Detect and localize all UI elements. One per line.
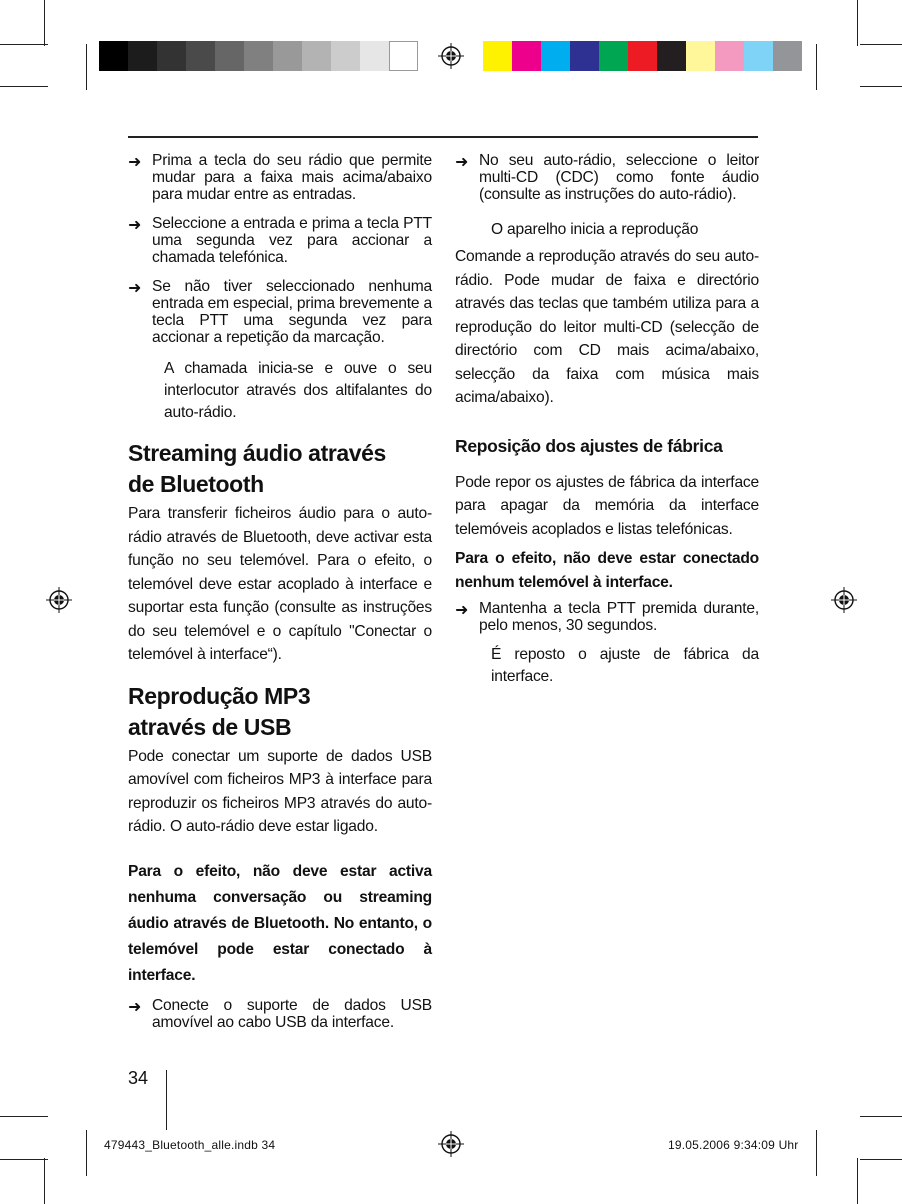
instruction-step: ➜ No seu auto-rádio, seleccione o leitor multi-CD (CDC) como fonte áudio (consulte as instruções do auto-rádio). <box>455 152 759 203</box>
color-swatch <box>570 41 599 71</box>
color-swatch <box>244 41 273 71</box>
arrow-right-icon: ➜ <box>128 998 142 1016</box>
instruction-step: ➜ Se não tiver seleccionado nenhuma entrada em especial, prima brevemente a tecla PTT uma segunda vez para accionar a repetição da marcação. <box>128 278 432 346</box>
color-swatch <box>331 41 360 71</box>
crop-mark <box>0 86 48 87</box>
crop-mark <box>816 44 817 90</box>
header-rule <box>128 136 758 138</box>
result-text: É reposto o ajuste de fábrica da interface. <box>491 646 759 685</box>
crop-mark <box>86 1130 87 1176</box>
section-heading-streaming: Streaming áudio através de Bluetooth <box>128 440 386 497</box>
color-swatch <box>157 41 186 71</box>
section-heading-mp3: Reprodução MP3 através de USB <box>128 682 311 740</box>
instruction-step: ➜ Mantenha a tecla PTT premida durante, pelo menos, 30 segundos. <box>455 600 759 634</box>
registration-mark-icon <box>438 1131 464 1157</box>
arrow-right-icon: ➜ <box>455 602 469 619</box>
color-swatch <box>186 41 215 71</box>
print-slug-date: 19.05.2006 9:34:09 Uhr <box>668 1138 799 1152</box>
result-text: A chamada inicia-se e ouve o seu interlocutor através dos altifalantes do auto-rádio. <box>164 360 432 421</box>
registration-mark-icon <box>46 587 72 613</box>
process-color-bar <box>483 41 802 71</box>
color-swatch <box>715 41 744 71</box>
crop-mark <box>44 1158 45 1204</box>
crop-mark <box>860 1116 902 1117</box>
color-swatch <box>541 41 570 71</box>
right-column <box>455 152 759 688</box>
paragraph: Comande a reprodução através do seu auto-rádio. Pode mudar de faixa e directório através das teclas que também utiliza para a reprodução do leitor multi-CD (selecção de directório com CD mais acima/abaixo, selecção da faixa com música mais acima/abaixo). <box>455 248 759 406</box>
color-swatch <box>657 41 686 71</box>
registration-mark-icon <box>438 43 464 69</box>
arrow-right-icon: ➜ <box>128 280 142 297</box>
paragraph-note: Para o efeito, não deve estar conectado nenhum telemóvel à interface. <box>455 550 759 591</box>
paragraph: Para transferir ficheiros áudio para o auto-rádio através de Bluetooth, deve activar esta função no seu telemóvel. Para o efeito, o telemóvel deve estar acoplado à interface e suportar esta função (consulte as instruções do seu telemóvel e o capítulo "Conectar o telemóvel à interface“). <box>128 505 432 663</box>
crop-mark <box>44 0 45 46</box>
crop-mark <box>816 1130 817 1176</box>
instruction-step: ➜ Prima a tecla do seu rádio que permite mudar para a faixa mais acima/abaixo para mudar entre as entradas. <box>128 152 432 203</box>
crop-mark <box>0 1159 48 1160</box>
section-heading-reset: Reposição dos ajustes de fábrica <box>455 435 723 456</box>
color-swatch <box>512 41 541 71</box>
paragraph-note: Para o efeito, não deve estar activa nenhuma conversação ou streaming áudio através de Bluetooth. No entanto, o telemóvel pode estar conectado à interface. <box>128 862 432 984</box>
color-swatch <box>99 41 128 71</box>
color-swatch <box>360 41 389 71</box>
color-swatch <box>128 41 157 71</box>
instruction-step: ➜ Seleccione a entrada e prima a tecla PTT uma segunda vez para accionar a chamada telefónica. <box>128 215 432 266</box>
crop-mark <box>86 44 87 90</box>
paragraph: Pode conectar um suporte de dados USB amovível com ficheiros MP3 à interface para reproduzir os ficheiros MP3 através do auto-rádio. O auto-rádio deve estar ligado. <box>128 747 432 835</box>
color-swatch <box>483 41 512 71</box>
color-swatch <box>599 41 628 71</box>
color-swatch <box>215 41 244 71</box>
arrow-right-icon: ➜ <box>128 154 142 171</box>
instruction-step: ➜ Conecte o suporte de dados USB amovível ao cabo USB da interface. <box>128 996 432 1031</box>
paragraph: Pode repor os ajustes de fábrica da interface para apagar da memória da interface telemóveis acoplados e listas telefónicas. <box>455 473 759 538</box>
crop-mark <box>166 1070 167 1130</box>
color-swatch <box>686 41 715 71</box>
arrow-right-icon: ➜ <box>128 217 142 234</box>
crop-mark <box>857 0 858 46</box>
result-text: O aparelho inicia a reprodução <box>491 221 699 238</box>
color-swatch <box>628 41 657 71</box>
crop-mark <box>860 44 902 45</box>
left-column <box>128 152 432 1031</box>
color-swatch <box>773 41 802 71</box>
crop-mark <box>0 44 48 45</box>
crop-mark <box>860 86 902 87</box>
crop-mark <box>860 1159 902 1160</box>
color-swatch <box>302 41 331 71</box>
color-swatch <box>273 41 302 71</box>
page-number: 34 <box>128 1068 149 1088</box>
registration-mark-icon <box>831 587 857 613</box>
crop-mark <box>857 1158 858 1204</box>
crop-mark <box>0 1116 48 1117</box>
color-swatch <box>744 41 773 71</box>
arrow-right-icon: ➜ <box>455 154 469 171</box>
print-slug-file: 479443_Bluetooth_alle.indb 34 <box>104 1138 276 1152</box>
grayscale-color-bar <box>99 41 418 71</box>
color-swatch <box>389 41 418 71</box>
